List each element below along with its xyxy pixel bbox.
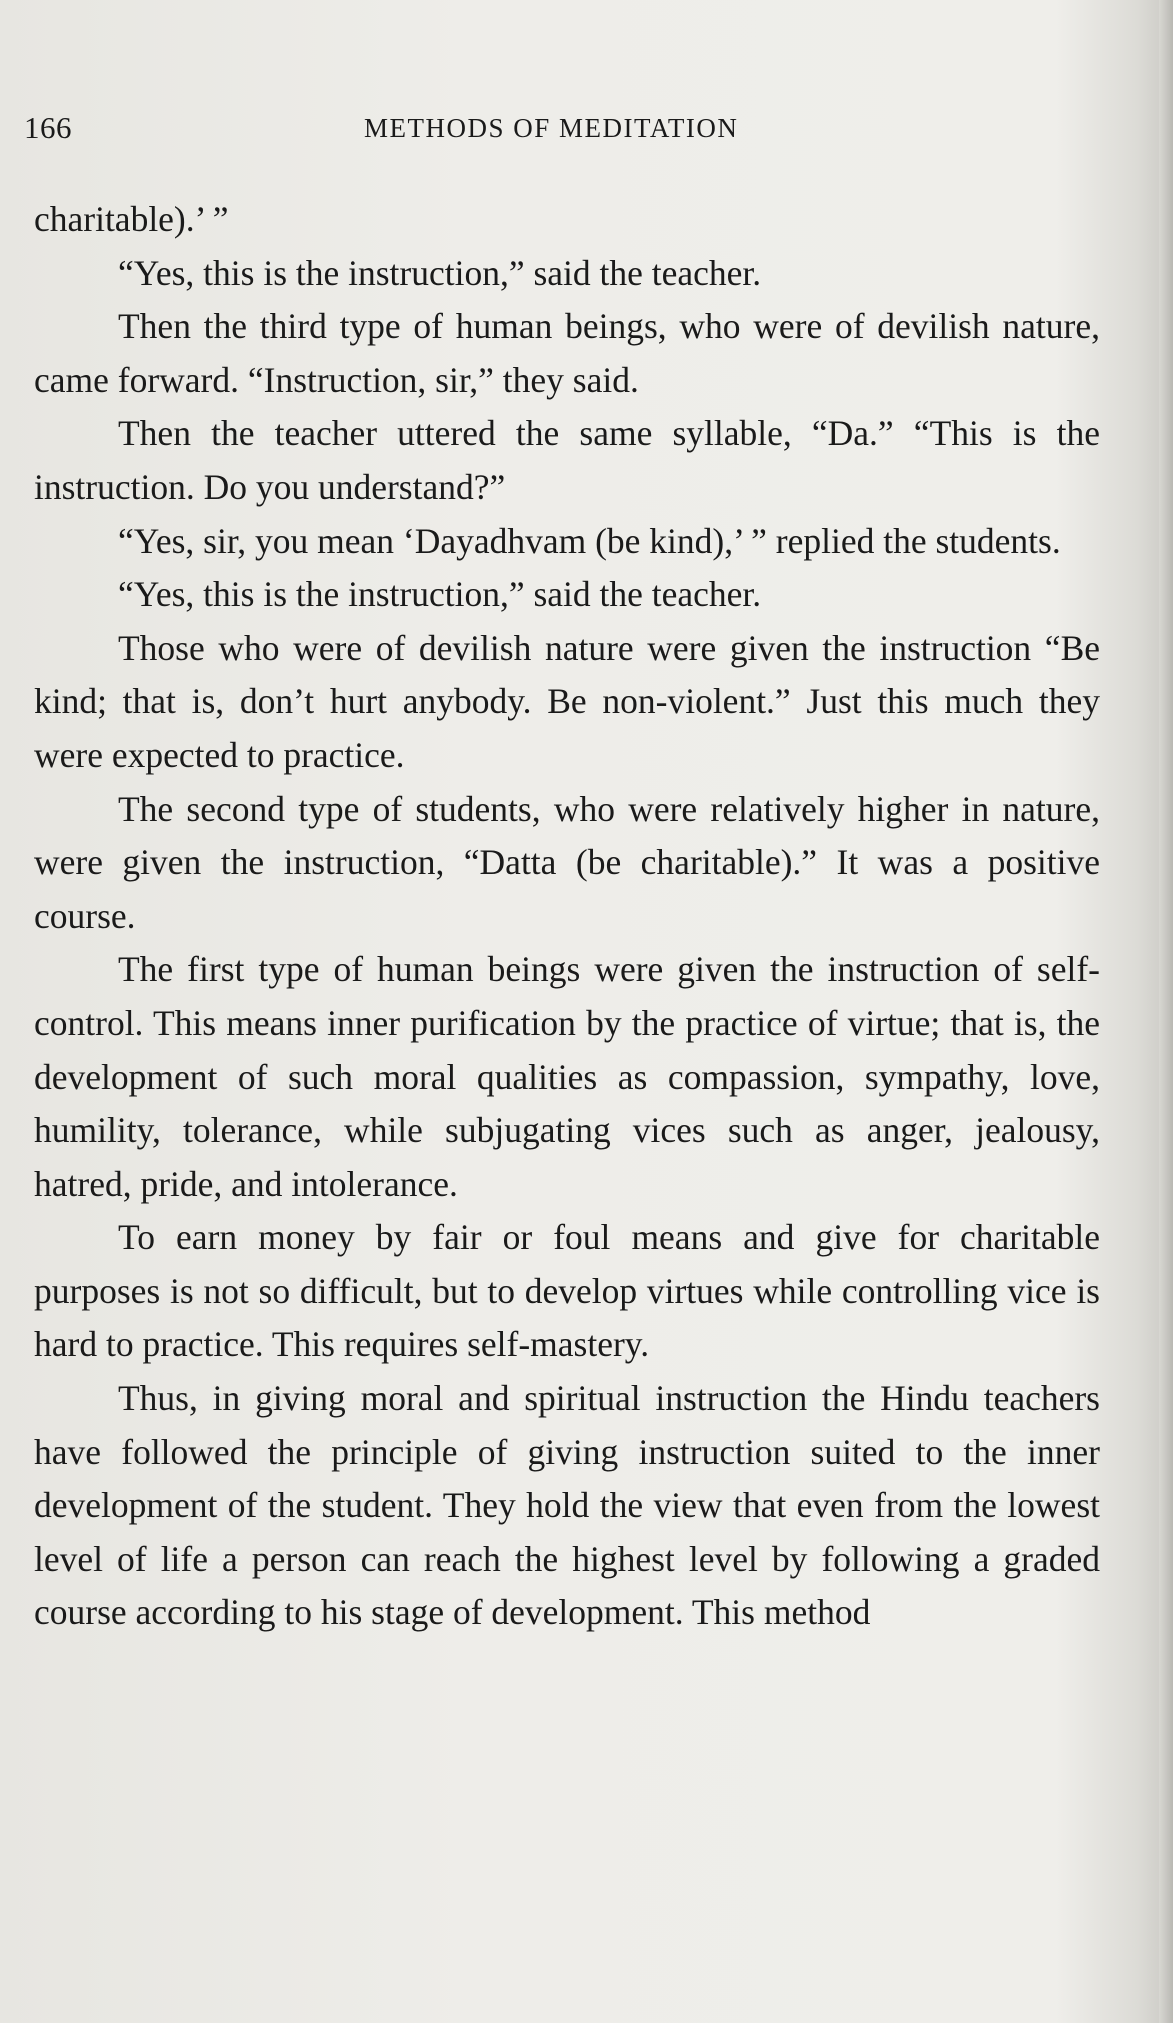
paragraph: charitable).’ ” xyxy=(34,199,229,239)
paragraph: The first type of human beings were given the instruction of self-control. This means inner purification by the practice of virtue; that is, the development of such moral qualities as compassion, sympathy, love, humility, tolerance, while subjugating vices such as anger, jealousy, hatred, pride, and intolerance. xyxy=(34,949,1100,1204)
paragraph: Thus, in giving moral and spiritual instruction the Hindu teachers have followed the principle of giving instruction suited to the inner development of the student. They hold the view that even from the lowest level of life a person can reach the highest level by following a graded course according to his stage of development. This method xyxy=(34,1378,1100,1633)
body-text xyxy=(34,193,1100,1640)
page-number: 166 xyxy=(24,110,72,145)
paragraph: “Yes, this is the instruction,” said the teacher. xyxy=(118,574,762,615)
paragraph: “Yes, sir, you mean ‘Dayadhvam (be kind),’ ” replied the students. xyxy=(118,520,1061,561)
page-edge-shadow xyxy=(1159,0,1173,2023)
running-head: METHODS OF MEDITATION xyxy=(364,113,739,143)
paragraph: The second type of students, who were relatively higher in nature, were given the instruction, “Datta (be charitable).” It was a positive course. xyxy=(34,788,1100,936)
paragraph: Then the teacher uttered the same syllable, “Da.” “This is the instruction. Do you understand?” xyxy=(34,413,1100,507)
paragraph: Then the third type of human beings, who were of devilish nature, came forward. “Instruction, sir,” they said. xyxy=(34,306,1100,400)
page-header xyxy=(24,108,1104,148)
paragraph: To earn money by fair or foul means and give for charitable purposes is not so difficult, but to develop virtues while controlling vice is hard to practice. This requires self-mastery. xyxy=(34,1217,1100,1365)
paragraph: “Yes, this is the instruction,” said the teacher. xyxy=(118,252,762,293)
paragraph: Those who were of devilish nature were given the instruction “Be kind; that is, don’t hurt anybody. Be non-violent.” Just this much they were expected to practice. xyxy=(34,627,1100,775)
